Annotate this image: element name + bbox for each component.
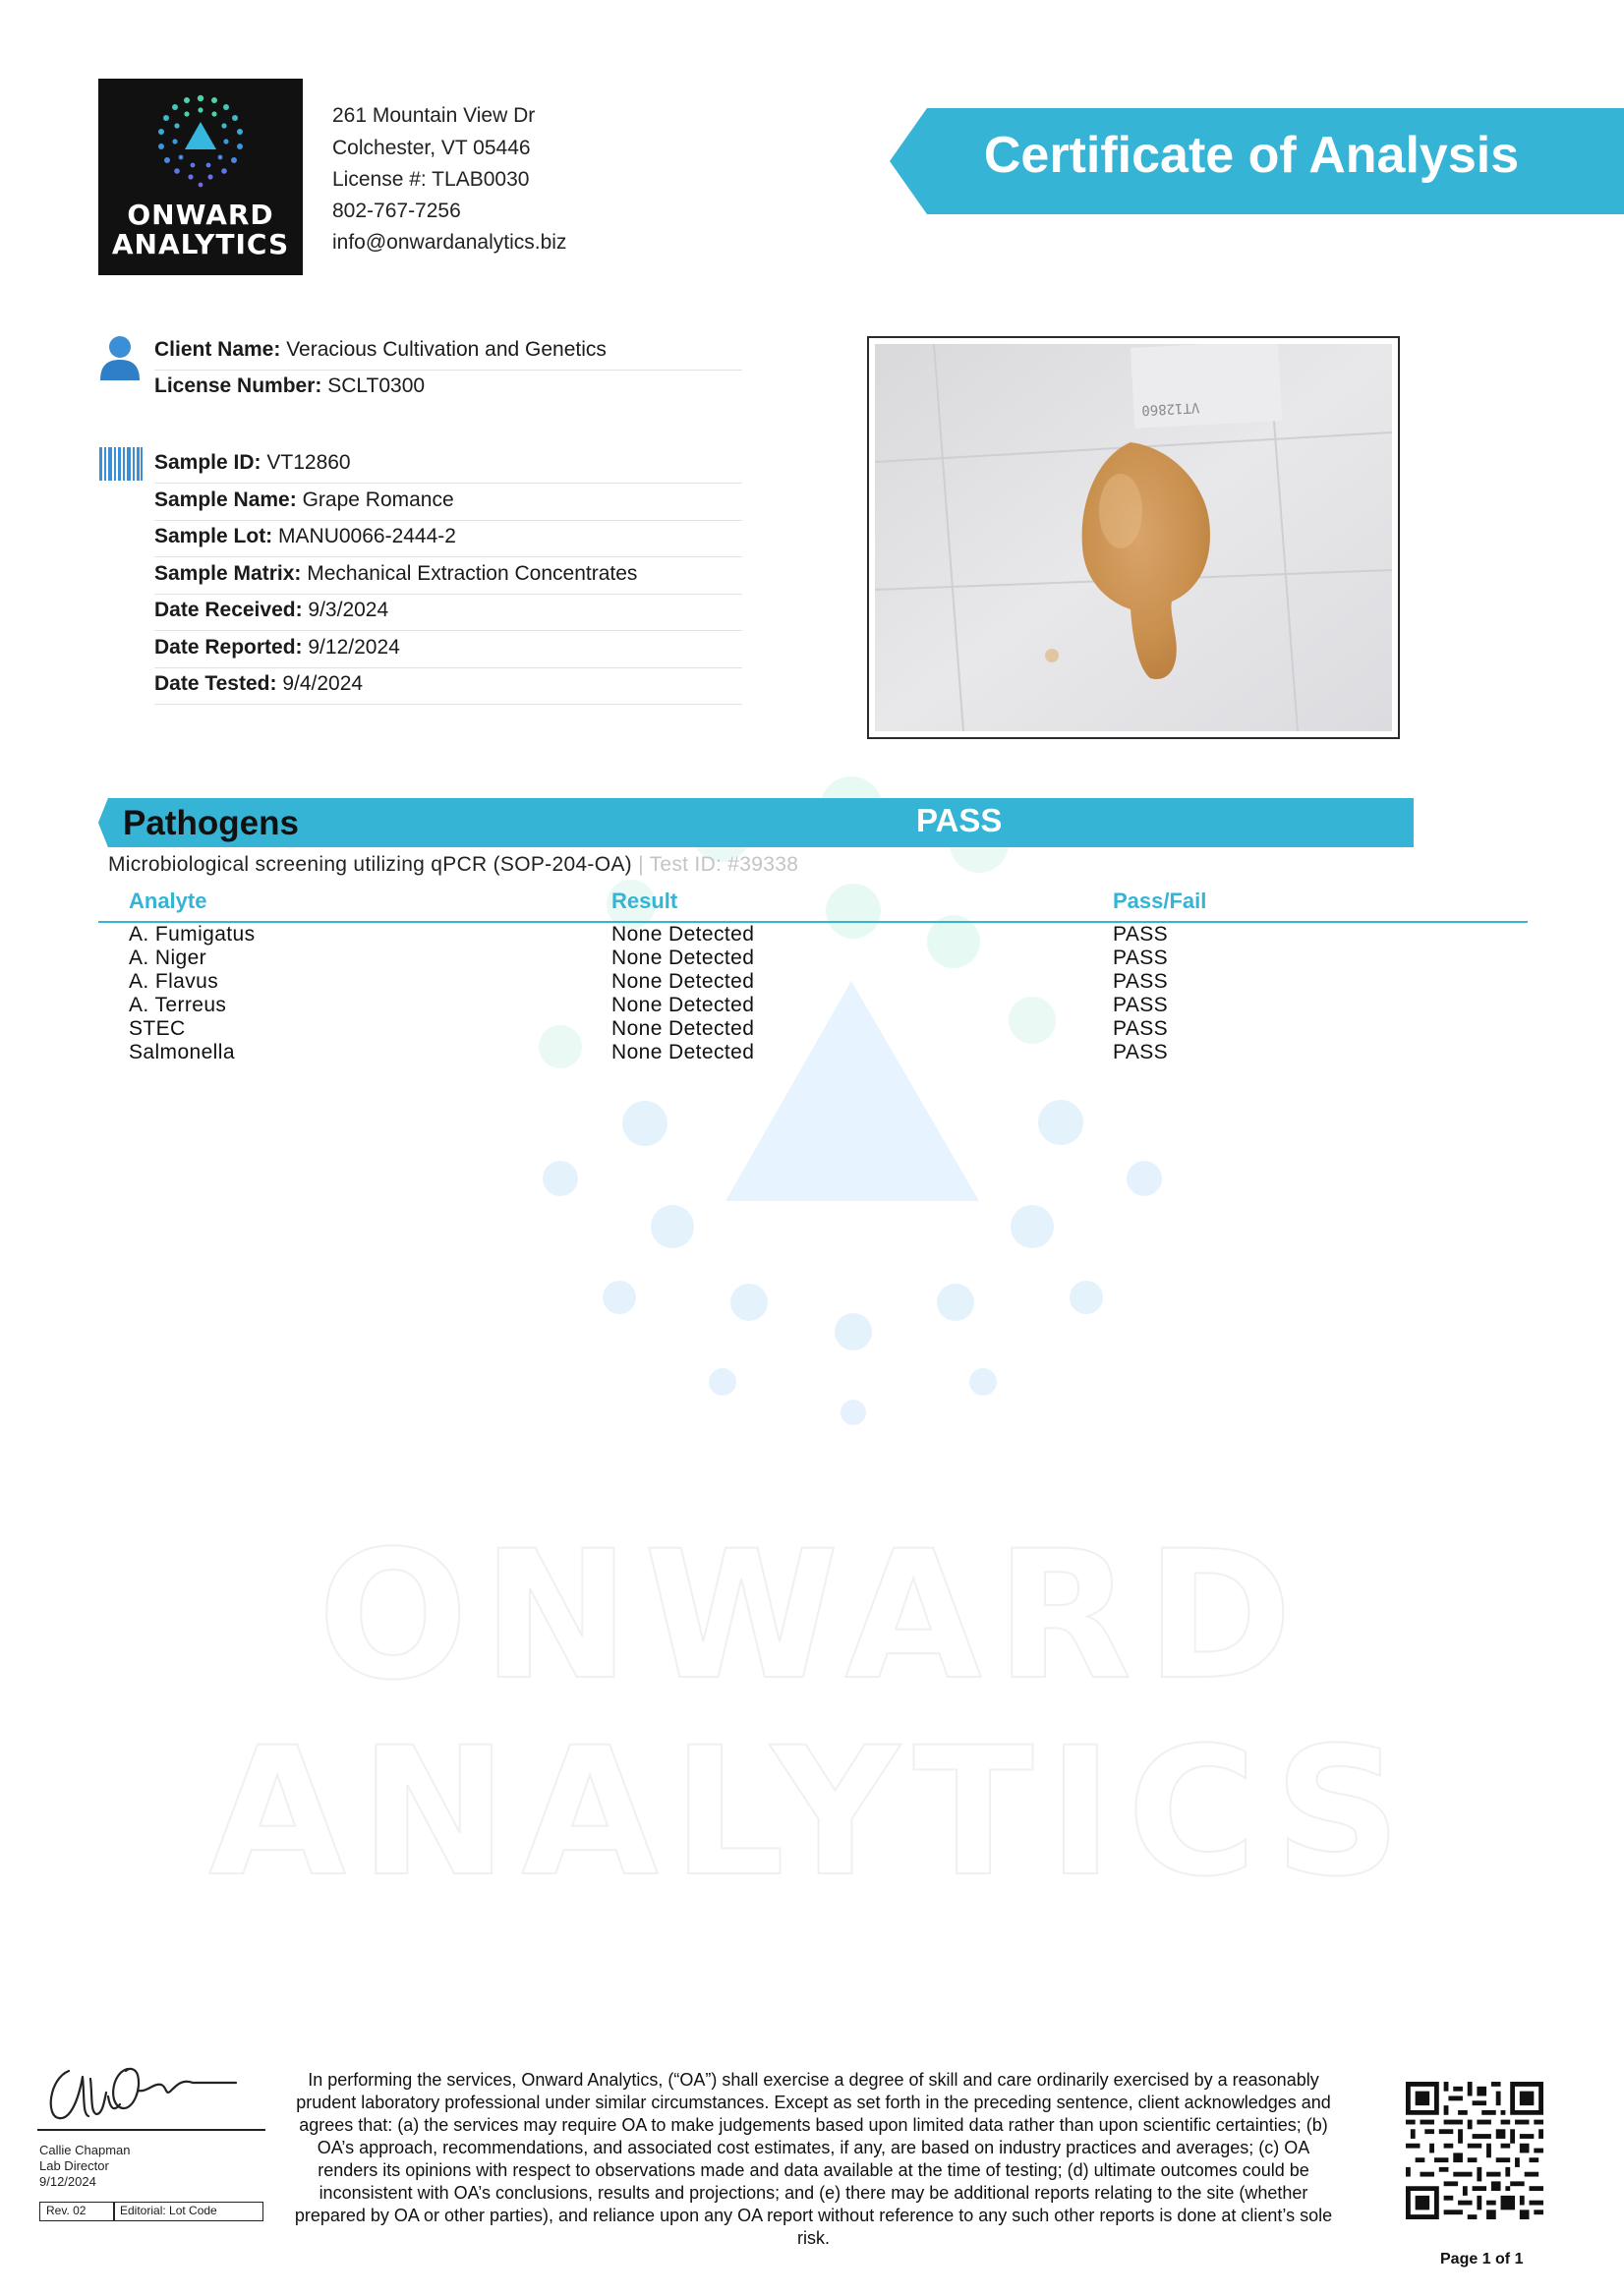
analyte-cell: A. Fumigatus	[129, 923, 256, 946]
coa-banner	[890, 108, 1624, 214]
sample-matrix-value: Mechanical Extraction Concentrates	[307, 562, 638, 585]
client-name-row	[154, 334, 742, 371]
analyte-cell: Salmonella	[129, 1041, 235, 1063]
lab-address-line: Colchester, VT 05446	[332, 137, 531, 159]
sample-id-value: VT12860	[266, 451, 351, 474]
qr-code[interactable]	[1406, 2082, 1543, 2219]
logo-dots-icon	[151, 92, 250, 191]
analyte-cell: STEC	[129, 1017, 186, 1040]
license-number-row	[154, 371, 742, 406]
revision-box: Rev. 02	[39, 2202, 115, 2221]
client-name-label: Client Name:	[154, 338, 281, 361]
lab-address-line: 261 Mountain View Dr	[332, 104, 536, 127]
column-header-result: Result	[611, 889, 678, 913]
result-cell: None Detected	[611, 923, 755, 946]
lab-logo	[98, 79, 303, 275]
signature-date: 9/12/2024	[39, 2174, 96, 2189]
sample-lot-label: Sample Lot:	[154, 525, 273, 547]
date-reported-label: Date Reported:	[154, 636, 303, 659]
user-icon	[98, 335, 142, 380]
method-text: Microbiological screening utilizing qPCR (SOP-204-OA)	[108, 853, 632, 876]
date-tested-value: 9/4/2024	[282, 672, 364, 695]
date-received-row	[154, 595, 742, 631]
pass-fail-cell: PASS	[1113, 923, 1169, 946]
result-cell: None Detected	[611, 1017, 755, 1040]
client-name-value: Veracious Cultivation and Genetics	[286, 338, 607, 361]
sample-id-row	[154, 447, 742, 484]
sample-name-row	[154, 485, 742, 521]
result-cell: None Detected	[611, 947, 755, 969]
logo-word-analytics: ANALYTICS	[111, 228, 290, 260]
lab-license-line: License #: TLAB0030	[332, 168, 530, 191]
watermark-line1: ONWARD	[318, 1514, 1306, 1719]
analyte-cell: A. Niger	[129, 947, 207, 969]
column-header-pass-fail: Pass/Fail	[1113, 889, 1207, 913]
pathogens-title: Pathogens	[123, 804, 299, 842]
page-number: Page 1 of 1	[1440, 2251, 1524, 2267]
sample-photo-label-text: VT12860	[1140, 399, 1200, 419]
sample-photo-label-tag	[1131, 344, 1282, 429]
sample-id-label: Sample ID:	[154, 451, 261, 474]
lab-phone-line: 802-767-7256	[332, 200, 461, 222]
barcode-icon	[99, 447, 143, 481]
logo-word-onward: ONWARD	[127, 199, 274, 231]
sample-photo	[867, 336, 1400, 739]
sample-matrix-row	[154, 558, 742, 595]
legal-disclaimer: In performing the services, Onward Analytics, (“OA”) shall exercise a degree of skill and care ordinarily exercised by a reasonably prudent laboratory professional under similar circumstances. Except as set forth in the preceding sentence, client acknowledges and agrees that: (a) the services may require OA to make judgements based upon limited data rather than upon scientific certainties; (b) OA’s approach, recommendations, and associated cost estimates, if any, are based on industry practices and averages; (c) OA renders its opinions with respect to observations made and data available at the time of testing; (d) ultimate outcomes could be inconsistent with OA’s conclusions, results and projections; and (e) there may be additional reports relating to the site (whether prepared by OA or other parties), and reliance upon any OA report without reference to any such other reports is done at client’s sole risk.	[294, 2070, 1333, 2248]
sample-name-value: Grape Romance	[302, 488, 454, 511]
result-cell: None Detected	[611, 1041, 755, 1063]
sample-lot-value: MANU0066-2444-2	[278, 525, 456, 547]
table-header-rule	[98, 921, 1528, 923]
signer-name: Callie Chapman	[39, 2143, 131, 2157]
sample-name-label: Sample Name:	[154, 488, 297, 511]
result-cell: None Detected	[611, 970, 755, 993]
editorial-box: Editorial: Lot Code	[113, 2202, 263, 2221]
test-id-text: | Test ID: #39338	[638, 853, 799, 876]
pass-fail-cell: PASS	[1113, 1017, 1169, 1040]
pass-fail-cell: PASS	[1113, 947, 1169, 969]
pathogens-header-bar	[98, 798, 1414, 847]
lab-email-link[interactable]: info@onwardanalytics.biz	[332, 231, 567, 254]
pass-fail-cell: PASS	[1113, 970, 1169, 993]
license-number-value: SCLT0300	[327, 374, 426, 397]
signer-role: Lab Director	[39, 2158, 109, 2173]
column-header-analyte: Analyte	[129, 889, 207, 913]
license-number-label: License Number:	[154, 374, 322, 397]
date-tested-label: Date Tested:	[154, 672, 277, 695]
signature-line	[37, 2129, 265, 2131]
watermark-line2: ANALYTICS	[208, 1710, 1416, 1916]
signature-image	[39, 2039, 246, 2126]
method-description	[108, 853, 798, 877]
date-reported-value: 9/12/2024	[308, 636, 400, 659]
sample-matrix-label: Sample Matrix:	[154, 562, 302, 585]
date-tested-row	[154, 668, 742, 705]
result-cell: None Detected	[611, 994, 755, 1016]
analyte-cell: A. Flavus	[129, 970, 219, 993]
pass-fail-cell: PASS	[1113, 994, 1169, 1016]
pass-fail-cell: PASS	[1113, 1041, 1169, 1063]
pathogens-status-badge: PASS	[916, 802, 1003, 838]
analyte-cell: A. Terreus	[129, 994, 227, 1016]
date-received-label: Date Received:	[154, 599, 303, 621]
sample-lot-row	[154, 521, 742, 557]
date-received-value: 9/3/2024	[308, 599, 389, 621]
document-title: Certificate of Analysis	[983, 127, 1520, 184]
date-reported-row	[154, 632, 742, 668]
